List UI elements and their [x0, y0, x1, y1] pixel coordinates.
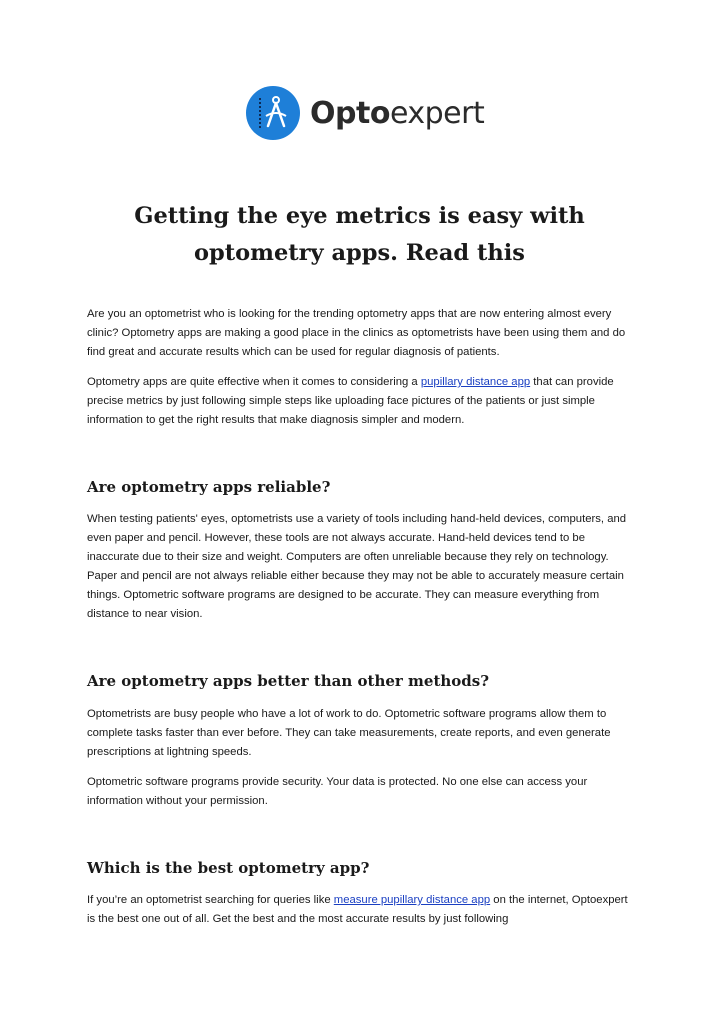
logo-mark-icon	[246, 86, 300, 140]
section-heading-best-app: Which is the best optometry app?	[87, 859, 370, 877]
section-heading-reliable: Are optometry apps reliable?	[87, 478, 331, 496]
intro-paragraph-2: Optometry apps are quite effective when it comes to considering a pupillary distance app that can provide precise metrics by just following simple steps like uploading face pictures of the patients or just simple information to get the right results that make diagnosis simpler and modern.	[87, 376, 614, 426]
optoexpert-logo	[246, 85, 484, 141]
section2-paragraph-1: Optometrists are busy people who have a lot of work to do. Optometric software programs allow them to complete tasks faster than ever before. They can take measurements, create reports, and even generate prescriptions at lightning speeds.	[87, 708, 611, 758]
pupillary-distance-app-link[interactable]: pupillary distance app	[420, 376, 531, 388]
measure-pupillary-distance-app-link[interactable]: measure pupillary distance app	[333, 894, 491, 906]
page-title: Getting the eye metrics is easy with optometry apps. Read this	[134, 203, 585, 266]
section3-paragraph: If you’re an optometrist searching for queries like measure pupillary distance app on the internet, Optoexpert is the best one out of all. Get the best and the most accurate results by just following	[87, 894, 628, 925]
logo-wordmark: Optoexpert	[310, 95, 485, 131]
section-heading-better-methods: Are optometry apps better than other methods?	[87, 672, 490, 690]
section2-paragraph-2: Optometric software programs provide security. Your data is protected. No one else can access your information without your permission.	[87, 776, 588, 807]
intro-paragraph-1: Are you an optometrist who is looking for the trending optometry apps that are now entering almost every clinic? Optometry apps are making a good place in the clinics as optometrists have been using them and do find great and accurate results which can be used for regular diagnosis of patients.	[87, 308, 626, 358]
section1-paragraph: When testing patients' eyes, optometrists use a variety of tools including hand-held devices, computers, and even paper and pencil. However, these tools are not always accurate. Hand-held devices tend to be inaccurate due to their size and weight. Computers are often unreliable because they rely on technology. Paper and pencil are not always reliable either because they may not be able to accurately measure certain things. Optometric software programs are designed to be accurate. They can measure everything from distance to near vision.	[87, 513, 627, 620]
